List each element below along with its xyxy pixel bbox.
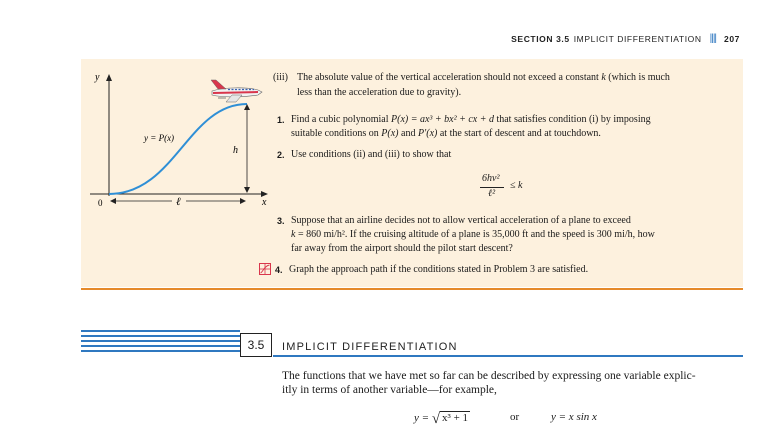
problem-1-and: and bbox=[398, 128, 418, 139]
airplane-icon bbox=[211, 80, 262, 102]
condition-iii-text-a: The absolute value of the vertical acceleration should not exceed a constant bbox=[297, 72, 602, 83]
graphing-calculator-icon bbox=[259, 263, 271, 275]
condition-iii-var: k bbox=[601, 72, 606, 83]
y-axis-label: y bbox=[95, 72, 100, 83]
approach-curve bbox=[109, 104, 247, 194]
section-title-underline bbox=[273, 355, 743, 357]
problem-3-k: k bbox=[291, 229, 296, 240]
equation-xsinx: y = x sin x bbox=[551, 411, 597, 423]
header-separator: |||| bbox=[709, 33, 717, 44]
problem-3-number: 3. bbox=[277, 216, 285, 226]
page-number: 207 bbox=[724, 33, 740, 44]
equation-sqrt bbox=[414, 411, 470, 428]
intro-line-1: The functions that we have met so far can be described by expressing one variable explic- bbox=[282, 370, 696, 382]
radicand: x³ + 1 bbox=[442, 412, 469, 424]
problem-1-number: 1. bbox=[277, 115, 285, 125]
problem-1-p: P(x) bbox=[381, 128, 399, 139]
origin-label: 0 bbox=[98, 198, 103, 208]
section-title: IMPLICIT DIFFERENTIATION bbox=[282, 341, 458, 353]
inequality-numerator: 6hv² bbox=[482, 173, 500, 184]
problem-2-number: 2. bbox=[277, 150, 285, 160]
inequality-denominator: ℓ² bbox=[488, 188, 496, 199]
intro-line-2: itly in terms of another variable—for example, bbox=[282, 384, 497, 396]
height-label: h bbox=[233, 145, 238, 156]
header-section: SECTION 3.5 bbox=[511, 33, 570, 44]
problem-1-line1 bbox=[291, 113, 741, 127]
section-intro-paragraph bbox=[282, 369, 742, 397]
length-arrow-right bbox=[240, 198, 246, 204]
height-arrow-bottom bbox=[244, 187, 250, 193]
problem-1-polynomial: P(x) = ax³ + bx² + cx + d bbox=[391, 114, 494, 125]
problem-3-line1: Suppose that an airline decides not to allow vertical acceleration of a plane to exceed bbox=[291, 215, 631, 226]
equation-sqrt-lhs: y = bbox=[414, 412, 432, 424]
y-axis-arrow bbox=[106, 74, 112, 81]
problem-3-line2 bbox=[291, 228, 741, 242]
inequality bbox=[476, 173, 546, 203]
problem-1-line2 bbox=[291, 127, 741, 141]
inequality-relation: ≤ k bbox=[510, 180, 523, 191]
section-decoration-lines bbox=[81, 330, 240, 355]
problem-2-line1: Use conditions (ii) and (iii) to show that bbox=[291, 149, 452, 160]
curve-label: y = P(x) bbox=[144, 133, 175, 143]
problem-1-pprime: P′(x) bbox=[417, 128, 438, 139]
problem-4-line1: Graph the approach path if the conditions stated in Problem 3 are satisfied. bbox=[289, 264, 589, 275]
condition-iii-marker: (iii) bbox=[273, 72, 288, 83]
equation-or: or bbox=[510, 411, 520, 423]
problem-3-line3: far away from the airport should the pilot start descent? bbox=[291, 243, 513, 254]
length-arrow-left bbox=[110, 198, 116, 204]
problem-4-number: 4. bbox=[275, 265, 283, 275]
x-axis-label: x bbox=[262, 197, 267, 208]
problem-3-text: = 860 mi/h². If the cruising altitude of a plane is 35,000 ft and the speed is 300 mi/h, how bbox=[295, 229, 655, 240]
condition-iii-text-b: (which is much bbox=[605, 72, 670, 83]
condition-iii-line1 bbox=[297, 71, 737, 85]
problem-1-text-b: that satisfies condition (i) by imposing bbox=[493, 114, 651, 125]
problem-1-text-d: at the start of descent and at touchdown. bbox=[437, 128, 601, 139]
condition-iii-line2: less than the acceleration due to gravity). bbox=[297, 87, 462, 98]
problem-1-text-c: suitable conditions on bbox=[291, 128, 382, 139]
header-title: IMPLICIT DIFFERENTIATION bbox=[573, 33, 702, 44]
section-number: 3.5 bbox=[240, 333, 272, 357]
sqrt-icon: √ bbox=[431, 411, 441, 427]
length-label: ℓ bbox=[176, 196, 181, 208]
problem-1-text-a: Find a cubic polynomial bbox=[291, 114, 391, 125]
